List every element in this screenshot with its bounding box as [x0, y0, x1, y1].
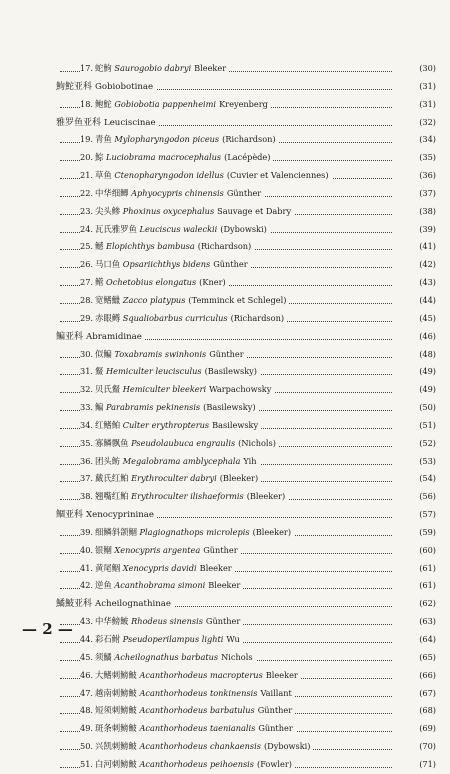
toc-entry [0, 720, 450, 738]
scientific-name: Acanthorhodeus barbatulus [139, 705, 255, 716]
page-reference: (63) [392, 613, 436, 631]
toc-entry-text [56, 328, 145, 347]
toc-entry [0, 417, 450, 435]
page-reference: (67) [392, 685, 436, 703]
chinese-name: 瓦氏雅罗鱼 [95, 223, 137, 234]
page-reference: (54) [392, 470, 436, 488]
author-name: Bleeker [265, 669, 298, 680]
entry-number: 33. [80, 402, 94, 413]
scientific-name: Zacco platypus [122, 294, 186, 305]
entry-number: 19. [80, 134, 94, 145]
toc-group-heading [0, 506, 450, 524]
entry-number: 35. [80, 437, 94, 448]
toc-entry-text [80, 435, 279, 453]
entry-number: 31. [80, 366, 94, 377]
subfamily-chinese-name: 鱊鮍亚科 [56, 599, 93, 610]
page-reference: (48) [392, 346, 436, 364]
scientific-name: Xenocypris davidi [122, 562, 197, 573]
chinese-name: 戴氏红鲌 [95, 473, 129, 484]
chinese-name: 逆鱼 [95, 580, 112, 591]
toc-entry [0, 346, 450, 364]
chinese-name: 䱗 [95, 366, 104, 377]
scientific-name: Mylopharyngodon piceus [114, 134, 220, 145]
page-reference: (49) [392, 381, 436, 399]
entry-number: 21. [80, 170, 94, 181]
author-name: (Dybowski) [220, 223, 267, 234]
toc-entry [0, 185, 450, 203]
chinese-name: 中华鳑鲏 [95, 616, 129, 627]
scientific-name: Hemiculter bleekeri [122, 384, 207, 395]
page-reference: (50) [392, 399, 436, 417]
entry-number: 38. [80, 491, 94, 502]
subfamily-chinese-name: 鮈鮀亚科 [56, 81, 93, 92]
chinese-name: 须鱊 [95, 651, 112, 662]
author-name: Bleeker [208, 580, 241, 591]
toc-entry-text [80, 221, 270, 239]
toc-entry [0, 238, 450, 256]
chinese-name: 鳊 [95, 402, 104, 413]
entry-number: 49. [80, 723, 94, 734]
scientific-name: Luciobrama macrocephalus [106, 152, 222, 163]
entry-number: 34. [80, 419, 94, 430]
scientific-name: Acanthorhodeus chankaensis [139, 741, 261, 752]
page-reference: (70) [392, 738, 436, 756]
author-name: Günther [205, 616, 241, 627]
scientific-name: Elopichthys bambusa [106, 241, 195, 252]
page-reference: (41) [392, 238, 436, 256]
toc-entry-text [80, 542, 241, 560]
page-reference: (53) [392, 453, 436, 471]
chinese-name: 翘嘴红鲌 [95, 491, 129, 502]
page-reference: (31) [392, 96, 436, 114]
entry-number: 47. [80, 687, 94, 698]
author-name: Günther [203, 544, 238, 555]
author-name: (Kner) [199, 277, 226, 288]
toc-entry-text [80, 720, 296, 738]
toc-entry-text [80, 649, 256, 667]
author-name: Günther [258, 723, 293, 734]
scientific-name: Saurogobio dabryi [114, 63, 192, 73]
toc-entry-text [80, 131, 279, 149]
chinese-name: 马口鱼 [95, 259, 121, 270]
scientific-name: Rhodeus sinensis [131, 616, 203, 627]
entry-number: 23. [80, 205, 94, 216]
subfamily-latin-name: Acheilognathinae [95, 599, 171, 610]
subfamily-latin-name: Abramidinae [86, 331, 142, 342]
scientific-name: Ochetobius elongatus [106, 277, 197, 288]
scientific-name: Erythroculter ilishaeformis [131, 491, 244, 502]
entry-number: 46. [80, 669, 94, 680]
table-of-contents [0, 60, 450, 774]
toc-entry-text [56, 78, 156, 97]
toc-group-heading [0, 78, 450, 96]
page-reference: (31) [392, 78, 436, 96]
toc-entry [0, 488, 450, 506]
entry-number: 39. [80, 526, 94, 537]
entry-number: 30. [80, 348, 94, 359]
toc-entry-text [80, 702, 295, 720]
entry-number: 27. [80, 277, 94, 288]
author-name: (Basilewsky) [203, 402, 256, 413]
toc-entry-text [80, 631, 243, 649]
scientific-name: Pseudolaubuca engraulis [131, 437, 236, 448]
toc-entry-text [80, 524, 294, 542]
page-reference: (60) [392, 542, 436, 560]
page-reference: (61) [392, 577, 436, 595]
entry-number: 37. [80, 473, 94, 484]
toc-entry [0, 667, 450, 685]
toc-entry [0, 131, 450, 149]
chinese-name: 红鳍鲌 [95, 419, 121, 430]
toc-entry [0, 292, 450, 310]
page-reference: (38) [392, 203, 436, 221]
author-name: (Richardson) [230, 312, 285, 323]
scientific-name: Hemiculter leucisculus [106, 366, 202, 377]
entry-number: 22. [80, 187, 94, 198]
toc-entry-text [80, 96, 271, 114]
toc-entry [0, 274, 450, 292]
entry-number: 50. [80, 741, 94, 752]
page-reference: (42) [392, 256, 436, 274]
entry-number: 20. [80, 152, 94, 163]
author-name: Bleeker [194, 63, 227, 73]
page-reference: (68) [392, 702, 436, 720]
author-name: Wu [226, 634, 240, 644]
chinese-name: 鳡 [95, 241, 104, 252]
toc-entry-text [80, 738, 313, 756]
chinese-name: 鳤 [95, 277, 104, 288]
toc-group-heading [0, 328, 450, 346]
toc-entry-text [80, 60, 229, 78]
scientific-name: Plagiognathops microlepis [139, 526, 250, 537]
toc-entry [0, 649, 450, 667]
scientific-name: Phoxinus oxycephalus [122, 205, 215, 216]
entry-number: 29. [80, 312, 94, 323]
toc-entry-text [56, 114, 159, 133]
chinese-name: 银鲴 [95, 544, 112, 555]
subfamily-chinese-name: 雅罗鱼亚科 [56, 117, 102, 128]
chinese-name: 细鳞斜颌鲴 [95, 526, 137, 537]
scientific-name: Acanthobrama simoni [114, 580, 206, 591]
entry-number: 41. [80, 562, 94, 573]
toc-entry-text [80, 685, 295, 703]
scientific-name: Erythroculter dabryi [131, 473, 217, 484]
entry-number: 42. [80, 580, 94, 591]
toc-entry-text [80, 381, 274, 399]
toc-entry-text [80, 310, 287, 328]
toc-entry [0, 453, 450, 471]
subfamily-chinese-name: 鲴亚科 [56, 510, 84, 521]
toc-entry [0, 524, 450, 542]
scientific-name: Aphyocypris chinensis [131, 187, 224, 198]
author-name: Günther [226, 187, 262, 198]
toc-entry [0, 363, 450, 381]
author-name: Günther [257, 705, 293, 716]
page-reference: (35) [392, 149, 436, 167]
page-reference: (49) [392, 363, 436, 381]
entry-number: 44. [80, 634, 94, 644]
entry-number: 51. [80, 758, 94, 769]
toc-entry-text [80, 363, 260, 381]
page-reference: (57) [392, 506, 436, 524]
scientific-name: Acanthorhodeus taenianalis [139, 723, 256, 734]
toc-entry [0, 221, 450, 239]
scientific-name: Gobiobotia pappenheimi [114, 98, 217, 109]
entry-number: 18. [80, 98, 94, 109]
toc-entry [0, 542, 450, 560]
entry-number: 25. [80, 241, 94, 252]
chinese-name: 蛇鮈 [95, 63, 112, 73]
author-name: (Fowler) [257, 758, 292, 769]
scientific-name: Xenocypris argentea [114, 544, 201, 555]
page-reference: (66) [392, 667, 436, 685]
entry-number: 36. [80, 455, 94, 466]
subfamily-latin-name: Leuciscinae [104, 117, 156, 128]
toc-entry [0, 167, 450, 185]
chinese-name: 兴凯刺鳑鲏 [95, 741, 137, 752]
toc-entry [0, 203, 450, 221]
page-reference: (30) [392, 60, 436, 78]
chinese-name: 似鳊 [95, 348, 112, 359]
author-name: Nichols [221, 651, 253, 662]
page-reference: (71) [392, 756, 436, 774]
entry-number: 26. [80, 259, 94, 270]
author-name: (Bleeker) [219, 473, 259, 484]
author-name: Warpachowsky [209, 384, 272, 395]
chinese-name: 草鱼 [95, 170, 112, 181]
toc-entry [0, 560, 450, 578]
author-name: (Cuvier et Valenciennes) [226, 170, 329, 181]
chinese-name: 青鱼 [95, 134, 112, 145]
author-name: Yih [243, 455, 257, 466]
toc-entry-text [80, 613, 243, 631]
entry-number: 48. [80, 705, 94, 716]
toc-entry-text [80, 238, 254, 256]
page-reference: (39) [392, 221, 436, 239]
author-name: Kreyenberg [219, 98, 268, 109]
author-name: (Dybowski) [263, 741, 311, 752]
chinese-name: 寡鳞飘鱼 [95, 437, 129, 448]
scientific-name: Acheilognathus barbatus [114, 651, 219, 662]
page-reference: (43) [392, 274, 436, 292]
toc-entry [0, 60, 450, 78]
chinese-name: 鲍鮀 [95, 98, 112, 109]
toc-entry-text [80, 453, 260, 471]
entry-number: 32. [80, 384, 94, 395]
entry-number: 45. [80, 651, 94, 662]
toc-entry [0, 96, 450, 114]
scientific-name: Toxabramis swinhonis [114, 348, 207, 359]
page-reference: (52) [392, 435, 436, 453]
scientific-name: Acanthorhodeus tonkinensis [139, 687, 258, 698]
page-reference: (56) [392, 488, 436, 506]
toc-entry-text [80, 577, 243, 595]
toc-entry-text [80, 756, 295, 774]
toc-entry-text [80, 185, 264, 203]
entry-number: 24. [80, 223, 94, 234]
toc-entry-text [80, 274, 229, 292]
scientific-name: Parabramis pekinensis [106, 402, 201, 413]
toc-entry-text [80, 470, 261, 488]
subfamily-chinese-name: 鳊亚科 [56, 331, 84, 342]
chinese-name: 黄尾鲴 [95, 562, 121, 573]
subfamily-latin-name: Xenocyprininae [86, 510, 154, 521]
author-name: (Nichols) [238, 437, 276, 448]
chinese-name: 鯮 [95, 152, 104, 163]
page-reference: (59) [392, 524, 436, 542]
toc-entry-text [80, 292, 289, 310]
scientific-name: Ctenopharyngodon idellus [114, 170, 224, 181]
toc-group-heading [0, 114, 450, 132]
toc-entry [0, 685, 450, 703]
chinese-name: 短须刺鳑鲏 [95, 705, 137, 716]
toc-entry [0, 756, 450, 774]
author-name: Günther [213, 259, 248, 270]
scientific-name: Megalobrama amblycephala [122, 455, 241, 466]
chinese-name: 赤眼鳟 [95, 312, 121, 323]
scientific-name: Opsariichthys bidens [122, 259, 211, 270]
toc-entry [0, 470, 450, 488]
entry-number: 28. [80, 294, 94, 305]
author-name: (Lacépède) [224, 152, 271, 163]
author-name: Günther [209, 348, 244, 359]
chinese-name: 白河刺鳑鲏 [95, 758, 137, 769]
chinese-name: 团头鲂 [95, 455, 121, 466]
page-reference: (64) [392, 631, 436, 649]
chinese-name: 大鳍刺鳑鲏 [95, 669, 137, 680]
toc-entry-text [80, 560, 235, 578]
toc-entry-text [80, 167, 332, 185]
author-name: Bleeker [199, 562, 232, 573]
toc-entry [0, 435, 450, 453]
toc-entry-text [80, 346, 247, 364]
page-reference: (62) [392, 595, 436, 613]
author-name: (Richardson) [197, 241, 252, 252]
toc-entry [0, 381, 450, 399]
page-reference: (44) [392, 292, 436, 310]
author-name: (Bleeker) [246, 491, 286, 502]
chinese-name: 尖头鲹 [95, 205, 121, 216]
toc-group-heading [0, 595, 450, 613]
page-reference: (61) [392, 560, 436, 578]
scientific-name: Culter erythropterus [122, 419, 210, 430]
toc-entry [0, 702, 450, 720]
chinese-name: 斑条刺鳑鲏 [95, 723, 137, 734]
page-reference: (45) [392, 310, 436, 328]
scientific-name: Pseudoperilampus lighti [122, 634, 224, 644]
toc-entry [0, 310, 450, 328]
chinese-name: 中华细鲫 [95, 187, 129, 198]
toc-entry [0, 399, 450, 417]
toc-entry-text [80, 149, 273, 167]
subfamily-latin-name: Gobiobotinae [95, 81, 154, 92]
author-name: (Richardson) [222, 134, 276, 145]
toc-entry-text [80, 399, 259, 417]
page-reference: (65) [392, 649, 436, 667]
toc-entry [0, 577, 450, 595]
author-name: (Temminck et Schlegel) [188, 294, 287, 305]
scientific-name: Leuciscus waleckii [139, 223, 218, 234]
toc-entry-text [56, 506, 157, 525]
chinese-name: 宽鳍鱲 [95, 294, 121, 305]
page-footer: — 2 — [22, 620, 73, 638]
toc-entry-text [80, 417, 261, 435]
author-name: (Bleeker) [252, 526, 292, 537]
toc-entry-text [80, 488, 288, 506]
author-name: (Basilewsky) [204, 366, 257, 377]
page-reference: (46) [392, 328, 436, 346]
page-reference: (69) [392, 720, 436, 738]
toc-entry [0, 149, 450, 167]
chinese-name: 越南刺鳑鲏 [95, 687, 137, 698]
author-name: Vaillant [260, 687, 292, 698]
entry-number: 43. [80, 616, 94, 627]
author-name: Sauvage et Dabry [217, 205, 292, 216]
page-reference: (36) [392, 167, 436, 185]
page-reference: (32) [392, 114, 436, 132]
chinese-name: 彩石鲋 [95, 634, 121, 644]
toc-entry-text [80, 256, 251, 274]
page-reference: (34) [392, 131, 436, 149]
entry-number: 17. [80, 63, 94, 73]
toc-entry-text [56, 595, 174, 614]
author-name: Basilewsky [212, 419, 259, 430]
scientific-name: Acanthorhodeus macropterus [139, 669, 263, 680]
toc-entry [0, 738, 450, 756]
page-reference: (51) [392, 417, 436, 435]
toc-entry-text [80, 203, 294, 221]
scientific-name: Squaliobarbus curriculus [122, 312, 228, 323]
toc-entry [0, 256, 450, 274]
chinese-name: 贝氏䱗 [95, 384, 121, 395]
page-reference: (37) [392, 185, 436, 203]
scientific-name: Acanthorhodeus peihoensis [139, 758, 254, 769]
entry-number: 40. [80, 544, 94, 555]
toc-entry-text [80, 667, 301, 685]
